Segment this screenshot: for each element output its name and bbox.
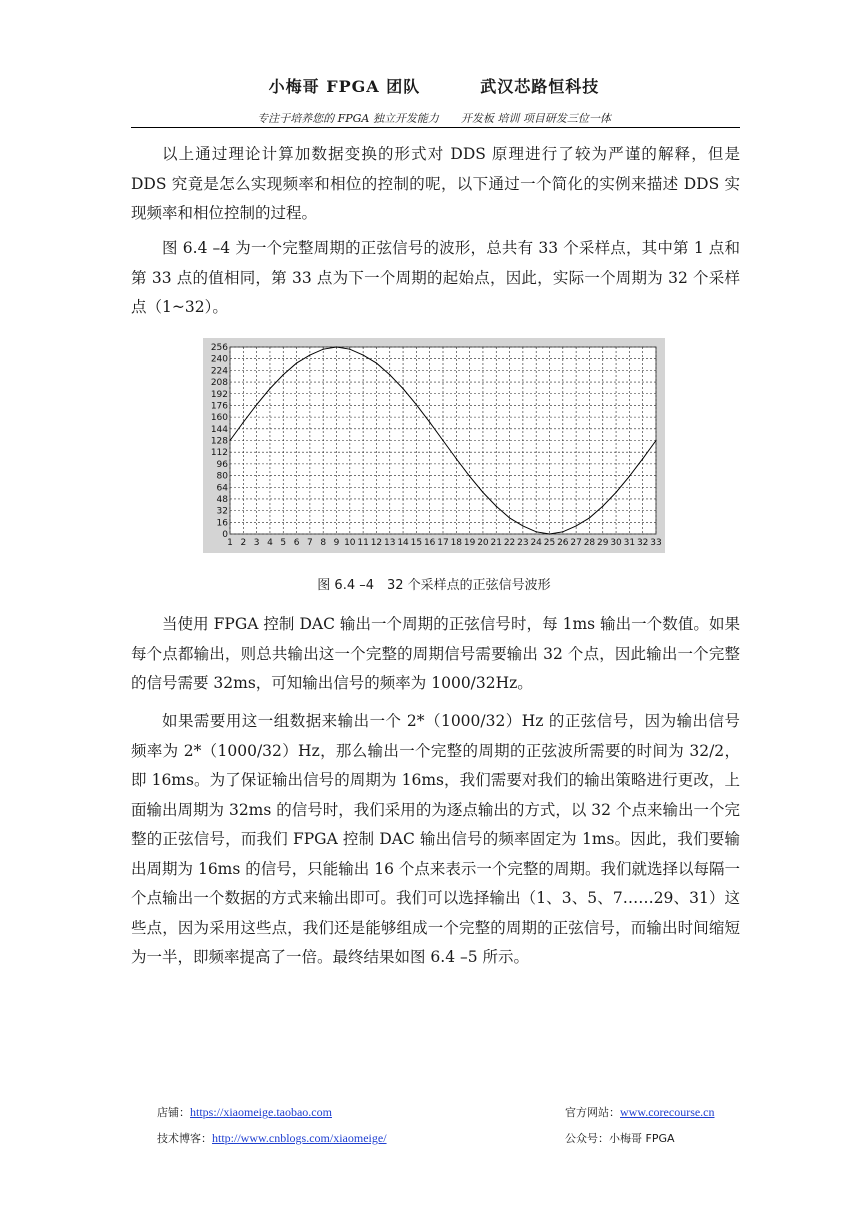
sample-point (283, 374, 284, 375)
y-tick-label: 176 (210, 401, 228, 412)
paragraph-3: 当使用 FPGA 控制 DAC 输出一个周期的正弦信号时，每 1ms 输出一个数值。如果每个点都输出，则总共输出这一个完整的周期信号需要输出 32 个点，因此输出一个完整的信号需要 32ms，可知输出信号的频率为 1000/32Hz。 (131, 615, 740, 692)
x-tick-label: 25 (543, 538, 556, 548)
x-tick-label: 26 (557, 538, 569, 548)
sample-point (296, 362, 297, 363)
x-tick-label: 17 (437, 538, 449, 548)
y-tick-label: 144 (210, 424, 228, 435)
sample-point (615, 492, 616, 493)
team-name: 小梅哥 FPGA 团队 (268, 77, 421, 96)
x-tick-label: 10 (344, 538, 356, 548)
sample-point (416, 404, 417, 405)
sample-point (549, 533, 550, 534)
figure-caption: 图 6.4 –4 32 个采样点的正弦信号波形 (317, 578, 551, 593)
x-tick-label: 19 (463, 538, 476, 548)
y-tick-label: 240 (210, 354, 228, 365)
x-tick-label: 7 (307, 538, 313, 548)
y-tick-label: 96 (216, 459, 228, 470)
y-tick-label: 64 (216, 483, 228, 494)
x-tick-label: 23 (517, 538, 529, 548)
sample-point (655, 440, 656, 441)
x-tick-label: 12 (370, 538, 383, 548)
page-header-tagline (0, 110, 868, 126)
y-tick-label: 256 (210, 343, 228, 353)
x-tick-label: 2 (240, 538, 247, 548)
sample-point (642, 458, 643, 459)
sample-point (456, 458, 457, 459)
x-tick-label: 20 (477, 538, 489, 548)
sample-point (349, 349, 350, 350)
x-tick-label: 21 (490, 538, 502, 548)
blog-link[interactable]: http://www.cnblogs.com/xiaomeige/ (212, 1131, 387, 1145)
tagline-right: 开发板 培训 项目研发三位一体 (460, 112, 611, 125)
x-tick-label: 13 (384, 538, 396, 548)
x-tick-label: 22 (503, 538, 516, 548)
y-tick-label: 0 (222, 530, 228, 540)
x-tick-label: 31 (623, 538, 636, 548)
sample-point (269, 388, 270, 389)
footer-site (565, 1104, 715, 1120)
x-tick-label: 16 (423, 538, 436, 548)
sample-point (522, 525, 523, 526)
sample-point (323, 349, 324, 350)
sample-point (309, 354, 310, 355)
x-tick-label: 3 (253, 538, 260, 548)
paragraph-2: 图 6.4 –4 为一个完整周期的正弦信号的波形，总共有 33 个采样点，其中第 1 点和第 33 点的值相同，第 33 点为下一个周期的起始点，因此，实际一个周期为 32 个采样点（1~32）。 (131, 239, 740, 316)
shop-label: 店铺： (157, 1106, 190, 1119)
x-tick-label: 27 (570, 538, 582, 548)
wechat-name: 小梅哥 FPGA (609, 1132, 675, 1145)
y-tick-label: 112 (210, 448, 228, 459)
y-tick-label: 192 (210, 389, 228, 400)
x-tick-label: 33 (650, 538, 662, 548)
sample-point (229, 440, 230, 441)
site-link[interactable]: www.corecourse.cn (620, 1105, 715, 1119)
sample-point (389, 374, 390, 375)
y-tick-label: 224 (210, 366, 228, 377)
x-tick-label: 1 (227, 538, 233, 548)
x-tick-label: 30 (610, 538, 622, 548)
sample-point (243, 422, 244, 423)
site-label: 官方网站： (565, 1106, 620, 1119)
sample-point (482, 492, 483, 493)
figure-sine-wave (203, 338, 665, 553)
sample-point (376, 362, 377, 363)
x-tick-label: 8 (320, 538, 327, 548)
sample-point (429, 422, 430, 423)
x-tick-label: 4 (267, 538, 273, 548)
page-header-title (0, 74, 868, 97)
paragraph-4: 如果需要用这一组数据来输出一个 2*（1000/32）Hz 的正弦信号，因为输出信号频率为 2*（1000/32）Hz，那么输出一个完整的周期的正弦波所需要的时间为 32/2，即 16ms。为了保证输出信号的周期为 16ms，我们需要对我们的输出策略进行更改，上面输出周期为 32ms 的信号时，我们采用的为逐点输出的方式，以 32 个点来输出一个完整的正弦信号，而我们 FPGA 控制 DAC 输出信号的频率固定为 1ms。因此，我们要输出周期为 16ms 的信号，只能输出 16 个点来表示一个完整的周期。我们就选择以每隔一个点输出一个数据的方式来输出即可。我们可以选择输出（1、3、5、7……29、31）这些点，因为采用这些点，我们还是能够组成一个完整的周期的正弦信号，而输出时间缩短为一半，即频率提高了一倍。最终结果如图 6.4 –5 所示。 (131, 712, 740, 966)
x-tick-label: 9 (333, 538, 340, 548)
sample-point (562, 531, 563, 532)
footer-blog (157, 1130, 387, 1146)
x-tick-label: 14 (397, 538, 409, 548)
x-tick-label: 15 (410, 538, 423, 548)
sample-point (363, 354, 364, 355)
x-tick-label: 24 (530, 538, 542, 548)
sample-point (256, 404, 257, 405)
x-tick-label: 29 (597, 538, 609, 548)
x-tick-label: 32 (636, 538, 649, 548)
sample-point (576, 525, 577, 526)
y-tick-label: 48 (216, 494, 228, 505)
y-tick-label: 80 (216, 471, 228, 482)
sample-point (336, 346, 337, 347)
y-tick-label: 208 (210, 378, 228, 389)
sample-point (496, 506, 497, 507)
sample-point (589, 517, 590, 518)
y-tick-label: 128 (210, 436, 228, 447)
sample-point (536, 531, 537, 532)
sample-point (469, 476, 470, 477)
x-tick-label: 6 (293, 538, 300, 548)
wechat-label: 公众号： (565, 1132, 609, 1145)
footer-wechat (565, 1130, 675, 1146)
x-tick-label: 18 (450, 538, 463, 548)
x-tick-label: 11 (357, 538, 369, 548)
x-tick-label: 5 (280, 538, 287, 548)
sample-point (442, 440, 443, 441)
y-tick-label: 32 (216, 506, 228, 517)
sample-point (402, 388, 403, 389)
y-tick-label: 160 (210, 413, 228, 424)
sample-point (629, 476, 630, 477)
header-divider (131, 127, 740, 128)
sine-chart (203, 338, 665, 553)
company-name: 武汉芯路恒科技 (480, 77, 600, 96)
paragraph-1: 以上通过理论计算加数据变换的形式对 DDS 原理进行了较为严谨的解释，但是 DDS 究竟是怎么实现频率和相位的控制的呢，以下通过一个简化的实例来描述 DDS 实现频率和相位控制的过程。 (131, 145, 740, 222)
footer-shop (157, 1104, 332, 1120)
shop-link[interactable]: https://xiaomeige.taobao.com (190, 1105, 332, 1119)
y-tick-label: 16 (216, 518, 228, 529)
sample-point (602, 506, 603, 507)
x-tick-label: 28 (583, 538, 596, 548)
tagline-left: 专注于培养您的 FPGA 独立开发能力 (257, 112, 439, 125)
blog-label: 技术博客： (157, 1132, 212, 1145)
sample-point (509, 517, 510, 518)
